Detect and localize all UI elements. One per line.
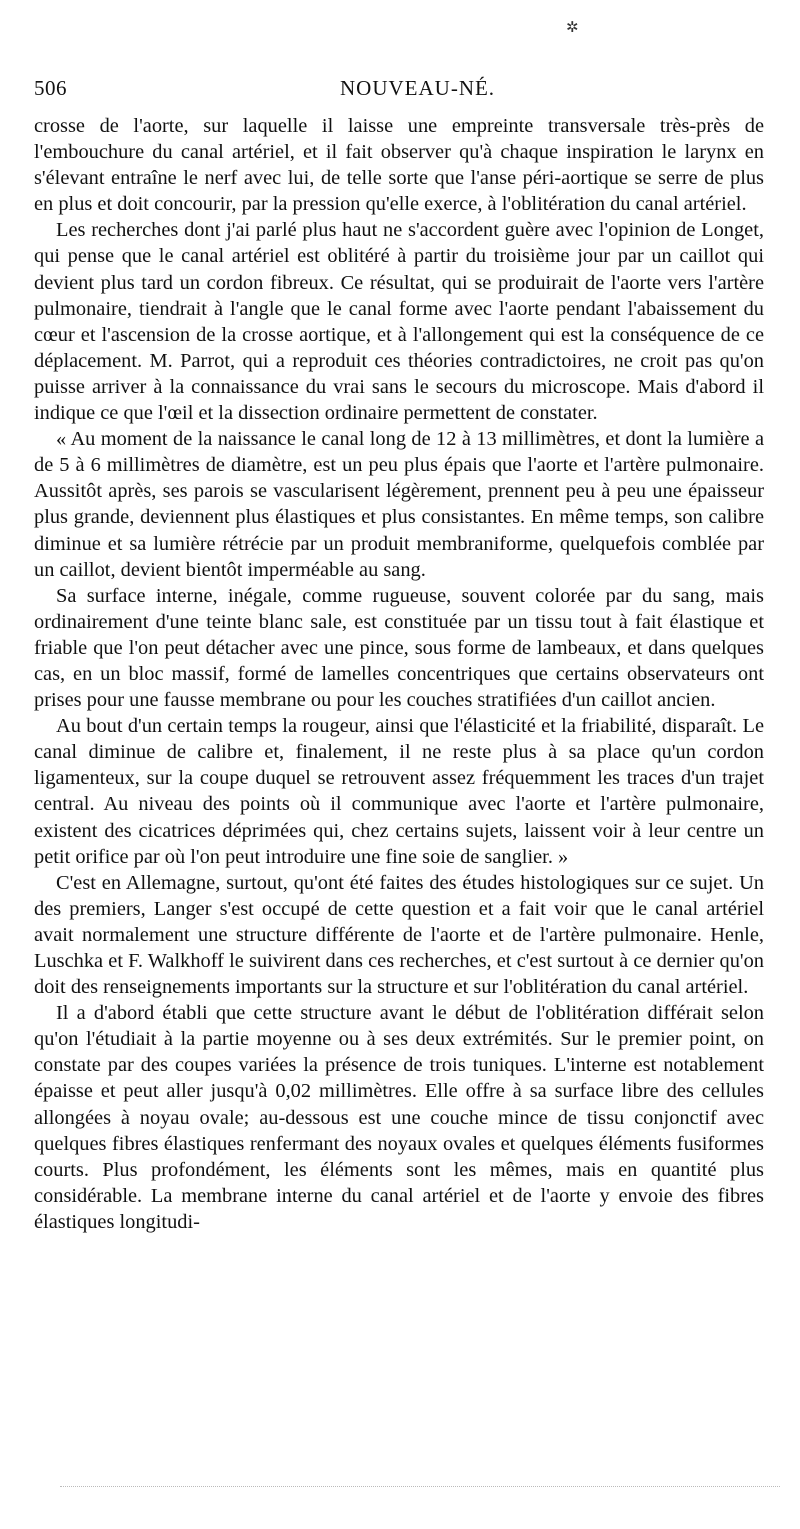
paragraph-quote-end: Au bout d'un certain temps la rougeur, ainsi que l'élasticité et la friabilité, disparaît. Le canal diminue de calibre et, finalement, il ne reste plus à sa place qu'un cordon ligamenteux, sur la coupe duquel se retrouvent assez fréquemment les traces d'un trajet central. Au niveau des points où il communique avec l'aorte et l'artère pulmonaire, existent des cicatrices déprimées qui, chez certains sujets, laissent voir à leur centre un petit orifice par où l'on peut introduire une fine soie de sanglier. » [34, 715, 764, 868]
page-number: 506 [34, 76, 67, 100]
footer-bleed-line [60, 1486, 780, 1487]
body-text [34, 113, 764, 1235]
paragraph-quote-start: « Au moment de la naissance le canal long de 12 à 13 millimètres, et dont la lumière a de 5 à 6 millimètres de diamètre, est un peu plus épais que l'aorte et l'artère pulmonaire. Aussitôt après, ses parois se vascularisent légèrement, prennent peu à peu une épaisseur plus grande, deviennent plus élastiques et plus consistantes. En même temps, son calibre diminue et sa lumière rétrécie par un produit membraniforme, quelquefois comblée par un caillot, devient bientôt imperméable au sang. [34, 428, 764, 581]
book-page [34, 0, 764, 1529]
paragraph-continuation: crosse de l'aorte, sur laquelle il laisse une empreinte transversale très-près de l'embouchure du canal artériel, et il fait observer qu'à chaque inspiration le larynx en s'élevant entraîne le nerf avec lui, de telle sorte que l'anse péri-aortique se serre de plus en plus et doit concourir, par la pression qu'elle exerce, à l'oblitération du canal artériel. [34, 115, 764, 216]
paragraph: Sa surface interne, inégale, comme rugueuse, souvent colorée par du sang, mais ordinairement d'une teinte blanc sale, est constituée par un tissu tout à fait élastique et friable que l'on peut détacher avec une pince, sous forme de lambeaux, et dans quelques cas, en un bloc massif, formé de lamelles concentriques que certains observateurs ont prises pour une fausse membrane ou pour les couches stratifiées d'un caillot ancien. [34, 584, 764, 712]
page-header [34, 76, 764, 106]
paragraph: Il a d'abord établi que cette structure avant le début de l'oblitération différait selon qu'on l'étudiait à la partie moyenne ou à ses deux extrémités. Sur le premier point, on constate par des coupes variées la présence de trois tuniques. L'interne est notablement épaisse et peut aller jusqu'à 0,02 millimètres. Elle offre à sa surface libre des cellules allongées à noyau ovale; au-dessous est une couche mince de tissu conjonctif avec quelques fibres élastiques renfermant des noyaux ovales et quelques éléments fusiformes courts. Plus profondément, les éléments sont les mêmes, mais en quantité plus considérable. La membrane interne du canal artériel et de l'aorte y envoie des fibres élastiques longitudi- [34, 1002, 764, 1233]
paragraph: C'est en Allemagne, surtout, qu'ont été faites des études histologiques sur ce sujet. Un des premiers, Langer s'est occupé de cette question et a fait voir que le canal artériel avait normalement une structure différente de l'aorte et de l'artère pulmonaire. Henle, Luschka et F. Walkhoff le suivirent dans ces recherches, et c'est surtout à ce dernier qu'on doit des renseignements importants sur la structure et sur l'oblitération du canal artériel. [34, 871, 764, 999]
ornament-mark: ✲ [566, 20, 579, 36]
paragraph: Les recherches dont j'ai parlé plus haut ne s'accordent guère avec l'opinion de Longet, qui pense que le canal artériel est oblitéré à partir du troisième jour par un caillot qui devient plus tard un cordon fibreux. Ce résultat, qui se produirait de l'aorte vers l'artère pulmonaire, tiendrait à l'angle que le canal forme avec l'aorte pendant l'abaissement du cœur et l'ascension de la crosse aortique, et à l'allongement qui est la conséquence de ce déplacement. M. Parrot, qui a reproduit ces théories contradictoires, ne croit pas qu'on puisse arriver à la connaissance du vrai sans le secours du microscope. Mais d'abord il indique ce que l'œil et la dissection ordinaire permettent de constater. [34, 219, 764, 425]
running-title: NOUVEAU-NÉ. [340, 76, 496, 100]
